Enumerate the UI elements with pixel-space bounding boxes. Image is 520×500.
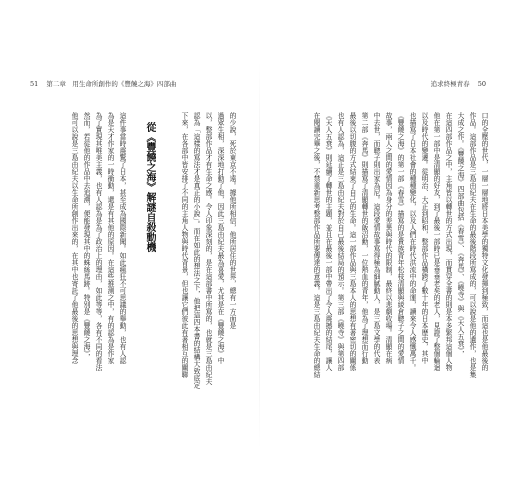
left-page-body xyxy=(30,112,238,412)
text-column: 為了實現其唯美主義，也有人認為是為了政治上的理由，如此等等，各有不同的看法 xyxy=(94,112,102,371)
left-page-number: 51 xyxy=(30,80,39,88)
text-column: 也有人認為，這正是三島由紀夫對於自己最後結局的預示。第三部《曉寺》與第四部 xyxy=(336,112,344,371)
text-column: 也描寫了日本社會的種種變化，以及人們在時代洪流中的命運，讀來令人感慨萬千。 xyxy=(408,112,416,371)
text-column: 這件事當時震驚了日本，甚至成為國際新聞。如此瘋狂不可思議的舉動，也有人認 xyxy=(118,112,126,364)
text-column: 口的全壓的世代，一層一層地將日本美學的獨特文化發揮到極致，而這也是他最後的 xyxy=(480,112,488,371)
right-running-header xyxy=(431,79,492,88)
text-column: 《天人五衰》則延續了轉世的主題，並且在最後一部中帶出了令人震撼的結尾，讓人 xyxy=(324,112,332,371)
text-column: 以，整部作品才有生命之感。令人印象深刻的，是在這部書中所寫的，也就是三島由紀夫 xyxy=(204,112,212,385)
text-column: 然而，若從他的作品中去追溯，便能發現其中的蛛絲馬跡。特別是《豐饒之海》， xyxy=(82,112,90,361)
text-column: 在閱讀完畢之後，不禁重新思考整部作品所要傳達的意義。這是三島由紀夫生命的總結 xyxy=(312,112,320,378)
text-column: 在這四部作品之中，主角皆以轉世的方式出現，而貫穿全書的則是本多繁邦這個人物 xyxy=(444,112,452,371)
text-column: 第二部《奔馬》則描寫了清顯轉世的飯沼勳，一位熱血的青年，他為了理想而行動 xyxy=(360,112,368,364)
text-column: 認為「這樣的寫法才是真正的小說」。而在如此的想法之下，他把這四本書的結構大致底定 xyxy=(192,112,200,389)
text-column: 大成之作。《豐饒之海》四部曲包括《春雪》、《奔馬》、《曉寺》與《天人五衰》， xyxy=(456,112,464,358)
text-column: 他可以說是三島由紀夫以生命所創作出來的，在其中也寄託了他最後的思想與理念 xyxy=(70,112,78,364)
text-column: 中去世，而聰子則出家為尼。這段愛情故事寫得極為細膩動人，是三島文學的代表 xyxy=(372,112,380,364)
right-page-body xyxy=(278,112,490,412)
left-running-header xyxy=(30,79,182,88)
text-column: 最後以切腹的方式結束了自己的生命。這一部作品與三島本人的思想有著密切的關係 xyxy=(348,112,356,371)
section-spacer xyxy=(156,112,178,412)
text-column: 他在第一部中是清顯的好友，到了最後一部時已是垂垂老矣的老人，見證了整個輪迴 xyxy=(432,112,440,371)
right-page-number: 50 xyxy=(477,80,486,88)
left-running-head: 第二章 用生命所創作的《豐饒之海》四部曲 xyxy=(46,80,177,88)
section-heading: 從《豐饒之海》解謎自殺動機 xyxy=(144,122,155,252)
text-column: 的少說，死於東京不遠。據他所相信，他所居住的世界，總有一方面是 xyxy=(228,112,236,329)
text-column: 《豐饒之海》的第一部《春雪》描寫的是貴族青年松枝清顯與綾倉聰子之間的愛情 xyxy=(396,112,404,364)
section-spacer xyxy=(128,112,142,412)
text-column: 過眾生相，深深地打動了他，因此三島由紀夫最為喜愛，尤其是在《豐饒之海》中 xyxy=(216,112,224,364)
page-gutter xyxy=(259,60,260,450)
right-running-head: 追求終極青春 xyxy=(430,80,470,88)
text-column: 下來，在各部中皆安排了不同的主角人物與時代背景，但也讓它們彼此有著相互的關聯 xyxy=(180,112,188,378)
text-column: 故事，兩人之間的愛情因為身分的差異與時代的限制，最終以悲劇收場。清顯在病 xyxy=(384,112,392,364)
text-column: 作品。這部作品是三島由紀夫在生命的最後階段所寫成的，可以說是他的遺作，也是集 xyxy=(468,112,476,378)
text-column: 為是天才作家的一時衝動，還是有其他的原因。在這些推測之中，有的認為是作家 xyxy=(106,112,114,364)
text-column: 以及時代的變遷。從明治、大正到昭和，整部作品橫跨了數十年的日本歷史，其中 xyxy=(420,112,428,364)
